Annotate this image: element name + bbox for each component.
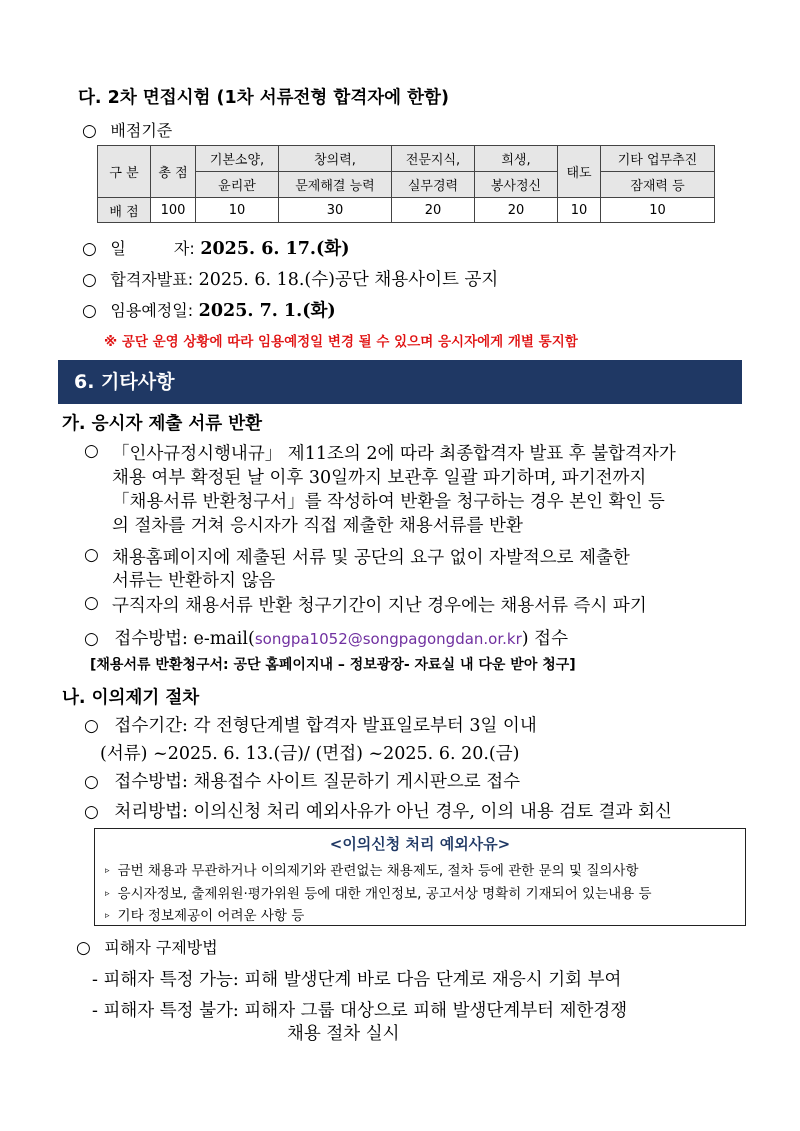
- header-other: 기타 업무추진: [601, 146, 715, 172]
- bullet-icon: ○: [82, 301, 97, 321]
- remedy-line: [76, 935, 218, 958]
- return-para1-line2: 채용 여부 확정된 날 이후 30일까지 보관후 일괄 파기하며, 파기전까지: [112, 468, 647, 488]
- return-para1-line1: 「인사규정시행내규」 제11조의 2에 따라 최종합격자 발표 후 불합격자가: [112, 444, 676, 464]
- remedy-2-line2: 채용 절차 실시: [287, 1024, 400, 1044]
- return-para1-line4: 의 절차를 거쳐 응시자가 직접 제출한 채용서류를 반환: [112, 516, 523, 536]
- header-sacrifice-2: 봉사정신: [475, 172, 558, 198]
- return-para2-line2: 서류는 반환하지 않음: [112, 571, 276, 591]
- bullet-icon: ○: [84, 716, 99, 736]
- triangle-icon: ▹: [105, 866, 110, 876]
- appoint-value: 2025. 7. 1.(화): [198, 301, 336, 321]
- criteria-label: 배점기준: [110, 121, 173, 140]
- row-total: 100: [151, 198, 196, 223]
- bullet-icon: ○: [82, 121, 97, 141]
- row-attitude: 10: [558, 198, 601, 223]
- bullet-icon: ○: [76, 938, 91, 958]
- bullet-icon: ○: [84, 441, 99, 461]
- interview-heading: 다. 2차 면접시험 (1차 서류전형 합격자에 한함): [78, 88, 449, 108]
- header-expertise-2: 실무경력: [392, 172, 475, 198]
- objection-method: 접수방법: 채용접수 사이트 질문하기 게시판으로 접수: [114, 772, 521, 792]
- row-expertise: 20: [392, 198, 475, 223]
- section-title-bar: 6. 기타사항: [58, 360, 742, 404]
- objection-method-line: [84, 768, 520, 793]
- interview-date-line: [82, 235, 349, 260]
- appoint-note: ※ 공단 운영 상황에 따라 임용예정일 변경 될 수 있으며 응시자에게 개별 통지함: [104, 334, 578, 350]
- appoint-line: [82, 297, 336, 322]
- announce-label: 합격자발표:: [110, 270, 194, 289]
- exceptions-title: <이의신청 처리 예외사유>: [329, 835, 511, 853]
- header-sacrifice: 희생,: [475, 146, 558, 172]
- score-table-header-row: [98, 146, 715, 172]
- return-method-line: [84, 625, 568, 650]
- triangle-icon: ▹: [105, 911, 110, 921]
- criteria-line: [82, 118, 172, 141]
- header-creativity: 창의력,: [279, 146, 392, 172]
- objection-period-line: [84, 712, 537, 737]
- appoint-label: 임용예정일:: [110, 301, 194, 320]
- header-other-2: 잠재력 등: [601, 172, 715, 198]
- bullet-icon: ○: [82, 239, 97, 259]
- bullet-icon: ○: [84, 629, 99, 649]
- row-other: 10: [601, 198, 715, 223]
- email-link[interactable]: songpa1052@songpagongdan.or.kr: [254, 630, 522, 648]
- objection-heading: 나. 이의제기 절차: [62, 688, 200, 708]
- return-docs-heading: 가. 응시자 제출 서류 반환: [62, 414, 263, 434]
- remedy-label: 피해자 구제방법: [104, 938, 218, 957]
- header-creativity-2: 문제해결 능력: [279, 172, 392, 198]
- row-label: 배 점: [98, 198, 151, 223]
- bullet-icon: ○: [84, 593, 99, 613]
- row-creativity: 30: [279, 198, 392, 223]
- score-table-row: [98, 198, 715, 223]
- announce-value: 2025. 6. 18.(수)공단 채용사이트 공지: [198, 270, 499, 290]
- exceptions-box: [94, 828, 746, 926]
- objection-process-line: [84, 798, 672, 823]
- bullet-icon: ○: [84, 802, 99, 822]
- announce-line: [82, 266, 498, 291]
- return-para1-line3: 「채용서류 반환청구서」를 작성하여 반환을 청구하는 경우 본인 확인 등: [112, 492, 665, 512]
- objection-process: 처리방법: 이의신청 처리 예외사유가 아닌 경우, 이의 내용 검토 결과 회신: [114, 802, 672, 822]
- return-method-note: [채용서류 반환청구서: 공단 홈페이지내 – 정보광장- 자료실 내 다운 받아 청구]: [90, 657, 576, 673]
- objection-period: 접수기간: 각 전형단계별 합격자 발표일로부터 3일 이내: [114, 716, 537, 736]
- row-sacrifice: 20: [475, 198, 558, 223]
- triangle-icon: ▹: [105, 889, 110, 899]
- row-basic: 10: [196, 198, 279, 223]
- interview-date-value: 2025. 6. 17.(화): [200, 239, 350, 259]
- header-division: 구 분: [98, 146, 151, 198]
- return-method-label: 접수방법: e-mail(: [114, 629, 255, 649]
- return-para3: 구직자의 채용서류 반환 청구기간이 지난 경우에는 채용서류 즉시 파기: [112, 596, 647, 616]
- header-attitude: 태도: [558, 146, 601, 198]
- remedy-1: - 피해자 특정 가능: 피해 발생단계 바로 다음 단계로 재응시 기회 부여: [92, 970, 622, 990]
- header-basic-2: 윤리관: [196, 172, 279, 198]
- interview-date-label: 일 자:: [110, 239, 195, 258]
- header-expertise: 전문지식,: [392, 146, 475, 172]
- header-basic: 기본소양,: [196, 146, 279, 172]
- return-method-suffix: ) 접수: [521, 629, 568, 649]
- return-para2-line1: 채용홈페이지에 제출된 서류 및 공단의 요구 없이 자발적으로 제출한: [112, 548, 630, 568]
- bullet-icon: ○: [84, 772, 99, 792]
- exception-item: ▹ 기타 정보제공이 어려운 사항 등: [105, 908, 305, 924]
- remedy-2-line1: - 피해자 특정 불가: 피해자 그룹 대상으로 피해 발생단계부터 제한경쟁: [92, 1001, 628, 1021]
- exception-item: ▹ 응시자정보, 출제위원·평가위원 등에 대한 개인정보, 공고서상 명확히 기재되어 있는내용 등: [105, 886, 652, 902]
- score-table: [97, 145, 715, 223]
- bullet-icon: ○: [84, 545, 99, 565]
- bullet-icon: ○: [82, 270, 97, 290]
- header-total: 총 점: [151, 146, 196, 198]
- objection-period-detail: (서류) ~2025. 6. 13.(금)/ (면접) ~2025. 6. 20.(금): [100, 744, 520, 764]
- exception-item: ▹ 금번 채용과 무관하거나 이의제기와 관련없는 채용제도, 절차 등에 관한 문의 및 질의사항: [105, 863, 639, 879]
